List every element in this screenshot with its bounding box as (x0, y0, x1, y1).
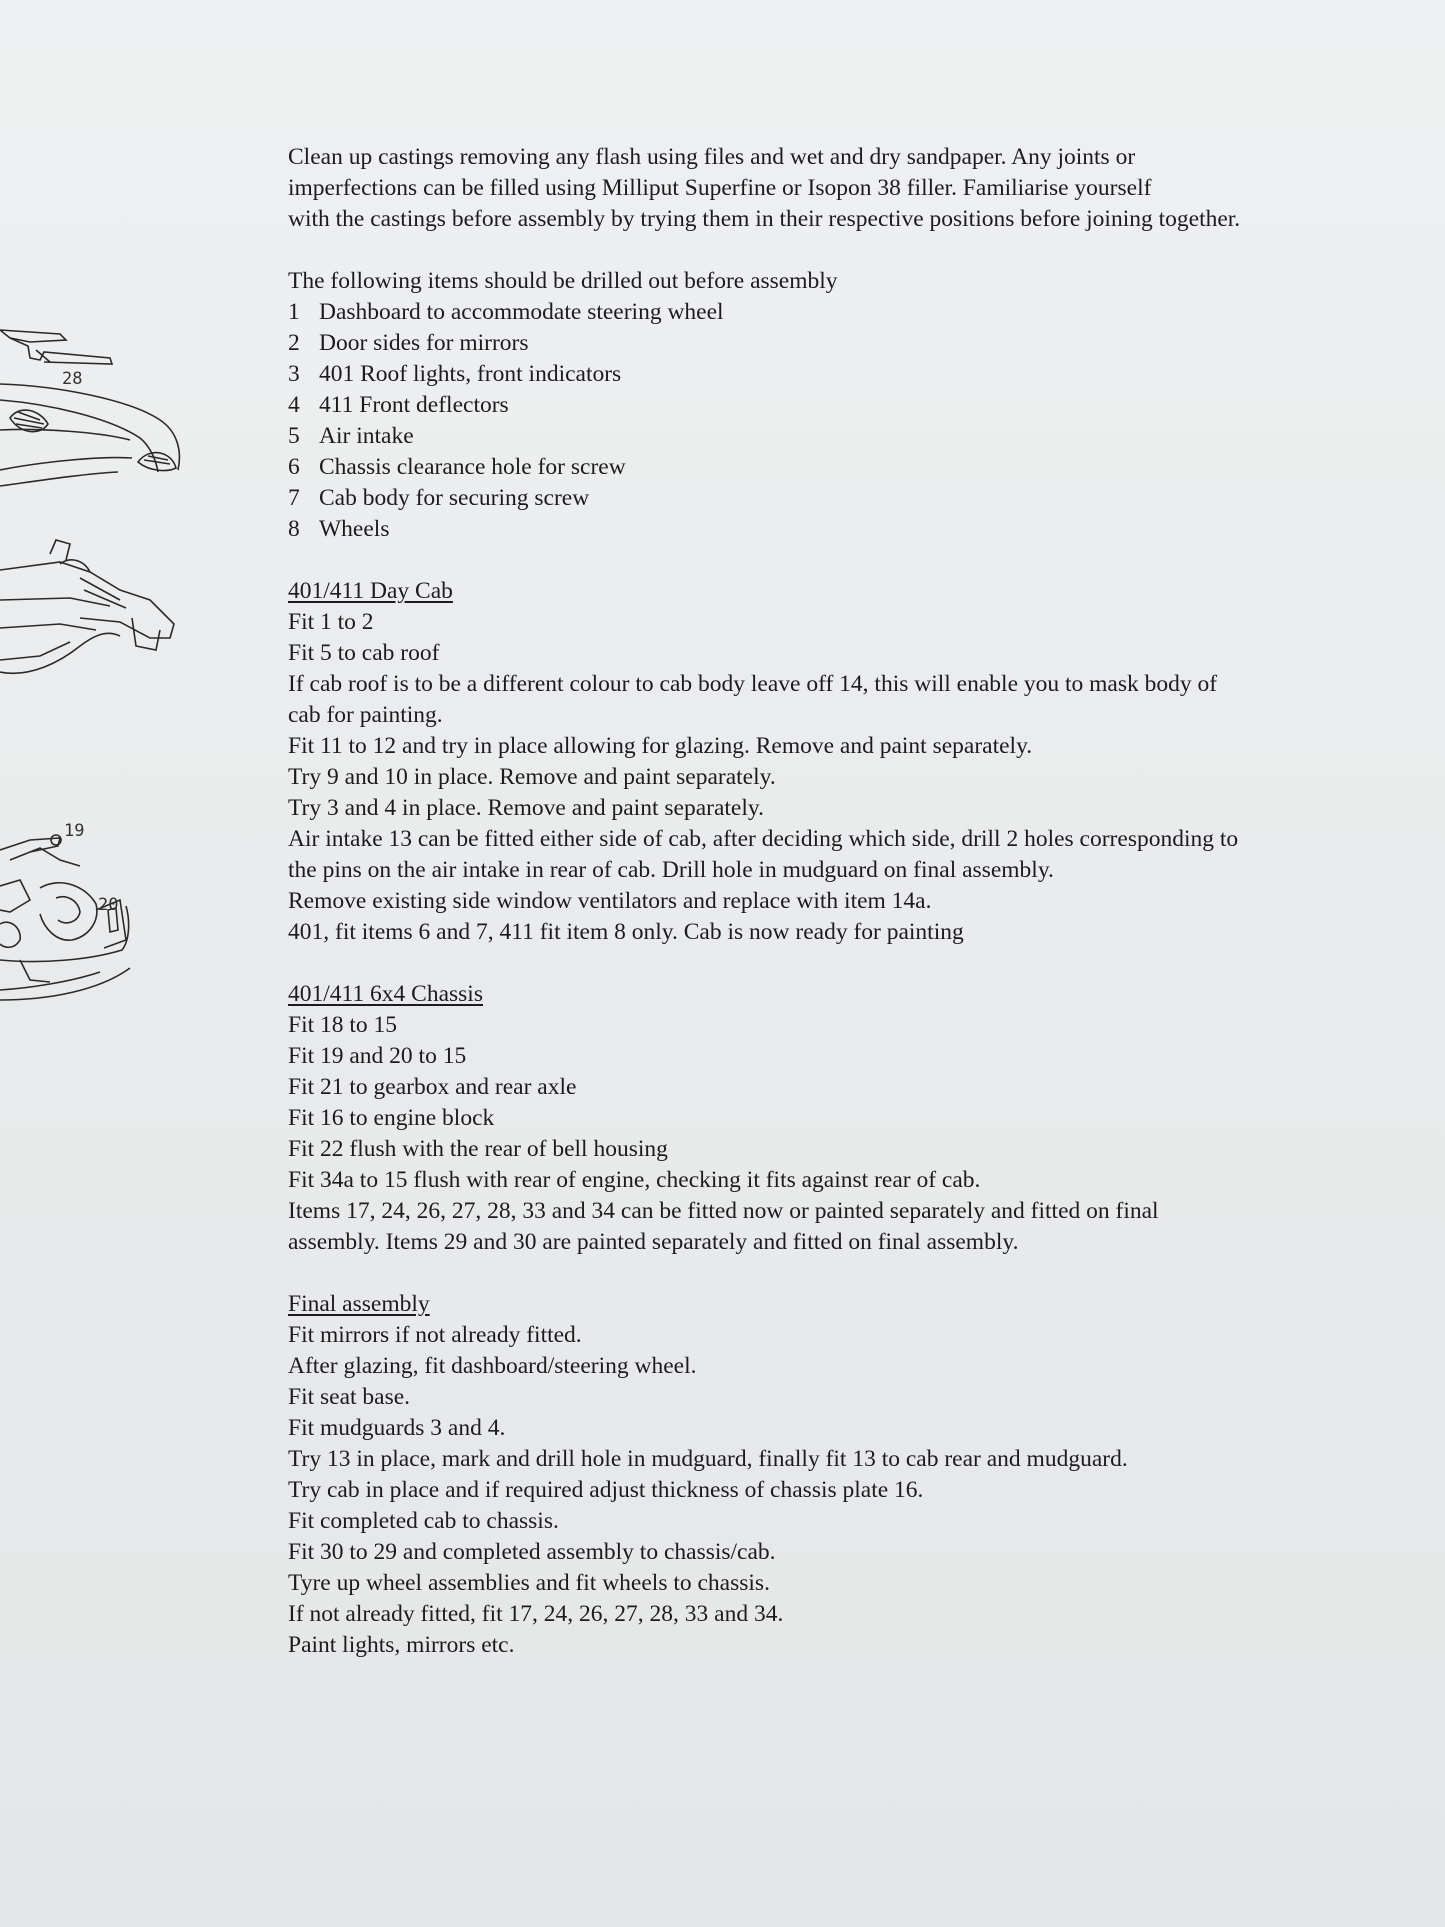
day-cab-section (288, 576, 1348, 948)
instruction-line: Fit 19 and 20 to 15 (288, 1043, 467, 1069)
item-number: 6 (288, 454, 300, 480)
instruction-line: Fit 16 to engine block (288, 1105, 495, 1131)
list-item (288, 452, 1348, 483)
list-item (288, 483, 1348, 514)
instruction-line: Fit 30 to 29 and completed assembly to chassis/cab. (288, 1539, 776, 1565)
instruction-line: Fit 21 to gearbox and rear axle (288, 1074, 577, 1100)
item-text: Air intake (319, 423, 414, 449)
instruction-line: Try cab in place and if required adjust thickness of chassis plate 16. (288, 1477, 924, 1503)
instruction-line: If cab roof is to be a different colour to cab body leave off 14, this will enable you to mask body of (288, 671, 1218, 697)
intro-paragraph (288, 142, 1348, 235)
instruction-line: Fit mirrors if not already fitted. (288, 1322, 582, 1348)
instruction-line: Try 3 and 4 in place. Remove and paint separately. (288, 795, 764, 821)
final-assembly-section (288, 1289, 1348, 1661)
list-item (288, 514, 1348, 545)
item-text: Wheels (319, 516, 390, 542)
instruction-line: After glazing, fit dashboard/steering wheel. (288, 1353, 697, 1379)
instruction-line: 401, fit items 6 and 7, 411 fit item 8 only. Cab is now ready for painting (288, 919, 964, 945)
instruction-line: Fit 5 to cab roof (288, 640, 440, 666)
list-item (288, 359, 1348, 390)
item-text: 411 Front deflectors (319, 392, 509, 418)
item-number: 2 (288, 330, 300, 356)
intro-line: imperfections can be filled using Milliput Superfine or Isopon 38 filler. Familiarise yourself (288, 175, 1152, 201)
drill-section (288, 266, 1348, 545)
item-number: 3 (288, 361, 300, 387)
instruction-line: Tyre up wheel assemblies and fit wheels to chassis. (288, 1570, 770, 1596)
instruction-line: Remove existing side window ventilators and replace with item 14a. (288, 888, 932, 914)
instruction-line: the pins on the air intake in rear of cab. Drill hole in mudguard on final assembly. (288, 857, 1054, 883)
item-number: 1 (288, 299, 300, 325)
item-text: Door sides for mirrors (319, 330, 529, 356)
instruction-line: Try 9 and 10 in place. Remove and paint separately. (288, 764, 776, 790)
section-heading: 401/411 6x4 Chassis (288, 981, 483, 1007)
instruction-line: Fit 1 to 2 (288, 609, 374, 635)
label-19: 19 (64, 821, 85, 841)
parts-diagram (0, 300, 190, 1040)
list-item (288, 390, 1348, 421)
instructions-text (288, 142, 1348, 1661)
item-number: 8 (288, 516, 300, 542)
item-number: 4 (288, 392, 300, 418)
section-heading: Final assembly (288, 1291, 430, 1317)
parts-diagram-drawing (0, 300, 190, 1040)
list-item (288, 421, 1348, 452)
instruction-line: Fit seat base. (288, 1384, 411, 1410)
instruction-line: If not already fitted, fit 17, 24, 26, 27, 28, 33 and 34. (288, 1601, 784, 1627)
label-20: 20 (98, 895, 119, 915)
instruction-line: cab for painting. (288, 702, 443, 728)
item-text: Cab body for securing screw (319, 485, 590, 511)
item-number: 5 (288, 423, 300, 449)
list-item (288, 297, 1348, 328)
instruction-line: Fit 11 to 12 and try in place allowing for glazing. Remove and paint separately. (288, 733, 1033, 759)
section-heading: 401/411 Day Cab (288, 578, 453, 604)
instruction-line: Fit mudguards 3 and 4. (288, 1415, 506, 1441)
instruction-line: assembly. Items 29 and 30 are painted separately and fitted on final assembly. (288, 1229, 1019, 1255)
item-number: 7 (288, 485, 300, 511)
instruction-line: Try 13 in place, mark and drill hole in mudguard, finally fit 13 to cab rear and mudguard. (288, 1446, 1128, 1472)
item-text: 401 Roof lights, front indicators (319, 361, 622, 387)
drill-list (288, 297, 1348, 545)
instruction-line: Fit completed cab to chassis. (288, 1508, 559, 1534)
chassis-section (288, 979, 1348, 1258)
intro-line: Clean up castings removing any flash using files and wet and dry sandpaper. Any joints or (288, 144, 1136, 170)
instruction-line: Fit 34a to 15 flush with rear of engine, checking it fits against rear of cab. (288, 1167, 981, 1193)
instruction-line: Fit 18 to 15 (288, 1012, 398, 1038)
instruction-line: Fit 22 flush with the rear of bell housing (288, 1136, 668, 1162)
item-text: Chassis clearance hole for screw (319, 454, 626, 480)
instruction-line: Air intake 13 can be fitted either side of cab, after deciding which side, drill 2 holes corresponding to (288, 826, 1239, 852)
list-item (288, 328, 1348, 359)
instruction-line: Items 17, 24, 26, 27, 28, 33 and 34 can be fitted now or painted separately and fitted on final (288, 1198, 1159, 1224)
drill-heading: The following items should be drilled out before assembly (288, 268, 838, 294)
instruction-line: Paint lights, mirrors etc. (288, 1632, 515, 1658)
intro-line: with the castings before assembly by trying them in their respective positions before joining together. (288, 206, 1241, 232)
label-28: 28 (62, 369, 83, 389)
item-text: Dashboard to accommodate steering wheel (319, 299, 724, 325)
